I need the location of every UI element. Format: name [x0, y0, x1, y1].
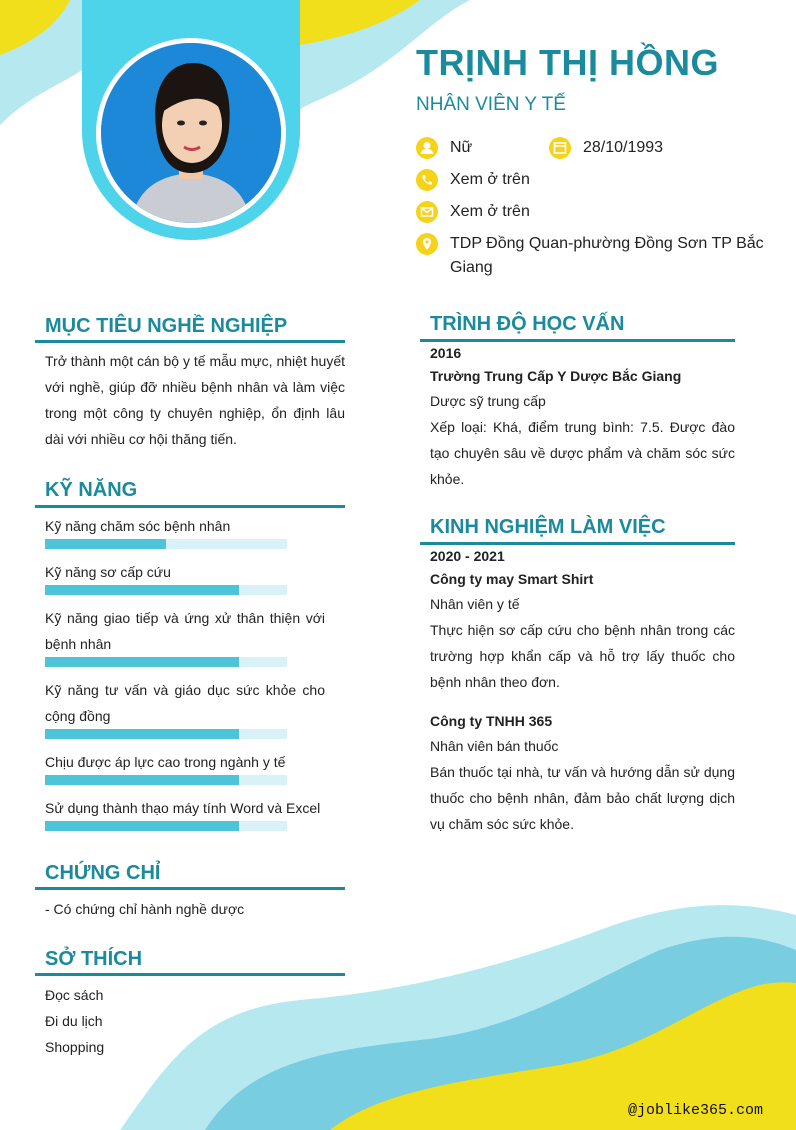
skills-divider: [35, 505, 345, 508]
job-description: Thực hiện sơ cấp cứu cho bệnh nhân trong các trường hợp khẩn cấp và hỗ trợ lấy thuốc cho bệnh nhân theo đơn.: [430, 622, 735, 690]
certificate-item: - Có chứng chỉ hành nghề dược: [45, 901, 245, 917]
skill-bar-fill: [45, 775, 239, 785]
certificates-divider: [35, 887, 345, 890]
hobbies-divider: [35, 973, 345, 976]
location-icon: [416, 233, 438, 255]
skill-bar-fill: [45, 657, 239, 667]
phone-value: Xem ở trên: [450, 171, 530, 188]
skill-bar: [45, 657, 287, 667]
address-value: TDP Đồng Quan-phường Đồng Sơn TP Bắc Giang: [450, 235, 764, 276]
gender-value: Nữ: [450, 139, 473, 156]
job-description: Bán thuốc tại nhà, tư vấn và hướng dẫn sử dụng thuốc cho bệnh nhân, đảm bảo chất lượng dịch vụ chăm sóc sức khỏe.: [430, 764, 735, 832]
user-icon: [416, 137, 438, 159]
education-divider: [420, 339, 735, 342]
skill-label: Sử dụng thành thạo máy tính Word và Excel: [45, 800, 321, 816]
candidate-position: NHÂN VIÊN Y TẾ: [416, 94, 566, 115]
calendar-icon: [549, 137, 571, 159]
experience-divider: [420, 542, 735, 545]
skill-label: Kỹ năng tư vấn và giáo dục sức khỏe cho cộng đồng: [45, 682, 325, 724]
skill-bar: [45, 821, 287, 831]
skill-bar-fill: [45, 585, 239, 595]
education-school: Trường Trung Cấp Y Dược Bắc Giang: [430, 368, 682, 384]
certificates-title: CHỨNG CHỈ: [45, 862, 161, 884]
phone-icon: [416, 169, 438, 191]
skill-bar-fill: [45, 729, 239, 739]
job-role: Nhân viên bán thuốc: [430, 738, 559, 754]
job-role: Nhân viên y tế: [430, 596, 520, 612]
skill-bar: [45, 585, 287, 595]
skill-label: Kỹ năng sơ cấp cứu: [45, 564, 171, 580]
email-value: Xem ở trên: [450, 203, 530, 220]
education-title: TRÌNH ĐỘ HỌC VẤN: [430, 313, 625, 335]
skill-bar-fill: [45, 821, 239, 831]
job-company: Công ty may Smart Shirt: [430, 571, 594, 587]
profile-photo: [101, 43, 281, 223]
experience-title: KINH NGHIỆM LÀM VIỆC: [430, 516, 666, 538]
mail-icon: [416, 201, 438, 223]
skill-label: Kỹ năng giao tiếp và ứng xử thân thiện với bệnh nhân: [45, 610, 325, 652]
job-period: 2020 - 2021: [430, 548, 505, 564]
skill-bar: [45, 539, 287, 549]
candidate-name: TRỊNH THỊ HỒNG: [416, 42, 719, 83]
objective-text: Trở thành một cán bộ y tế mẫu mực, nhiệt huyết với nghề, giúp đỡ nhiều bệnh nhân và làm việc trong một công ty chuyên nghiệp, ổn định lâu dài với nhiều cơ hội thăng tiến.: [45, 353, 345, 447]
hobby-item: Đi du lịch: [45, 1013, 103, 1029]
hobby-item: Đọc sách: [45, 987, 104, 1003]
education-major: Dược sỹ trung cấp: [430, 393, 546, 409]
skill-label: Chịu được áp lực cao trong ngành y tế: [45, 754, 286, 770]
objective-divider: [35, 340, 345, 343]
education-year: 2016: [430, 345, 462, 361]
skill-bar: [45, 775, 287, 785]
skill-label: Kỹ năng chăm sóc bệnh nhân: [45, 518, 231, 534]
job-company: Công ty TNHH 365: [430, 713, 553, 729]
hobbies-title: SỞ THÍCH: [45, 948, 143, 970]
skills-title: KỸ NĂNG: [45, 479, 138, 501]
objective-title: MỤC TIÊU NGHỀ NGHIỆP: [45, 315, 288, 337]
birthday-value: 28/10/1993: [583, 139, 664, 156]
skill-bar-fill: [45, 539, 166, 549]
skill-bar: [45, 729, 287, 739]
watermark-link[interactable]: @joblike365.com: [627, 1102, 763, 1119]
education-detail: Xếp loại: Khá, điểm trung bình: 7.5. Được đào tạo chuyên sâu về dược phẩm và chăm sóc sức khỏe.: [430, 419, 735, 487]
hobby-item: Shopping: [45, 1039, 105, 1055]
